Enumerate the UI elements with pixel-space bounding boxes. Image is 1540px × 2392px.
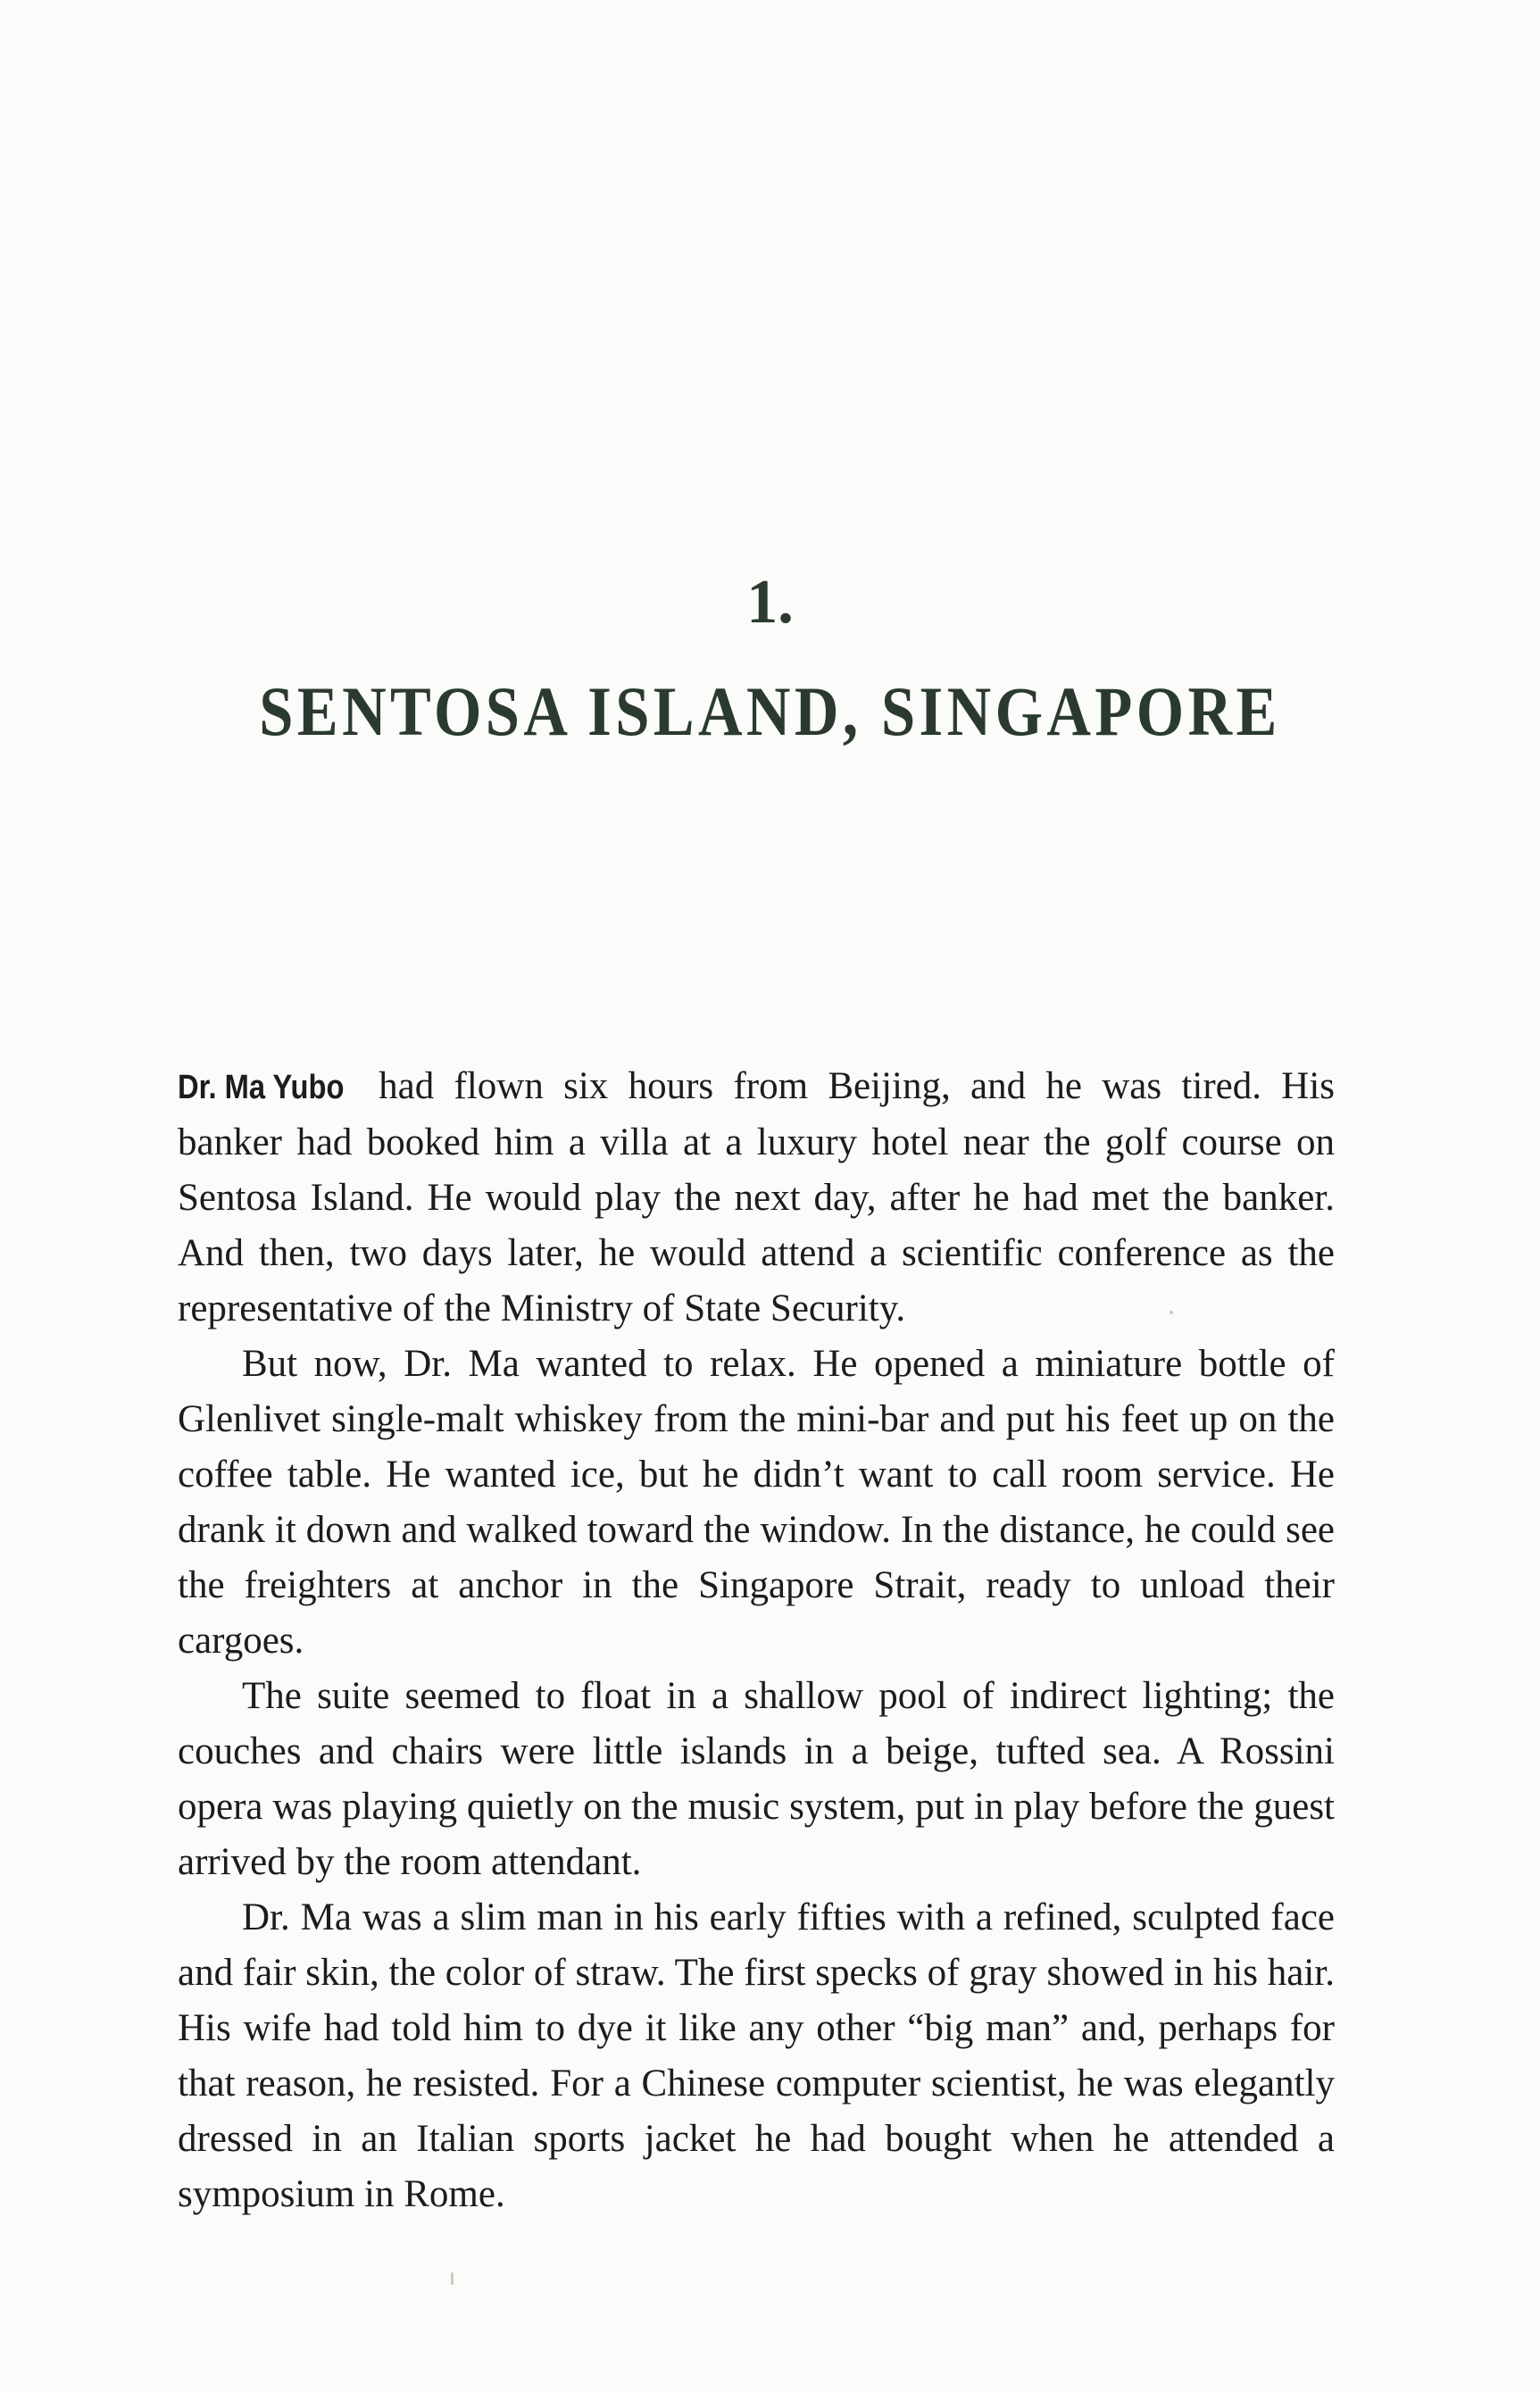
paper-speck [451,2272,454,2285]
chapter-number: 1. [746,568,794,637]
chapter-body [178,1059,1335,2222]
chapter-title: SENTOSA ISLAND, SINGAPORE [259,672,1281,750]
paragraph-1-text: had flown six hours from Beijing, and he was tired. His banker had booked him a villa at a luxury hotel near the golf course on Sentosa Island. He would play the next day, after he had met the banker. And then, two days later, he would attend a scientific conference as the representative of the Ministry of State Security. [178,1065,1336,1329]
paragraph-3: The suite seemed to float in a shallow pool of indirect lighting; the couches and chairs were little islands in a beige, tufted sea. A Rossini opera was playing quietly on the music system, put in play before the guest arrived by the room attendant. [178,1675,1335,1883]
paragraph-4: Dr. Ma was a slim man in his early fifties with a refined, sculpted face and fair skin, the color of straw. The first specks of gray showed in his hair. His wife had told him to dye it like any other “big man” and, perhaps for that reason, he resisted. For a Chinese computer scientist, he was elegantly dressed in an Italian sports jacket he had bought when he attended a symposium in Rome. [178,1896,1335,2215]
lead-in-name: Dr. Ma Yubo [178,1069,345,1106]
paper-speck [1170,1311,1173,1314]
paragraph-2: But now, Dr. Ma wanted to relax. He opened a miniature bottle of Glenlivet single-malt whiskey from the mini-bar and put his feet up on the coffee table. He wanted ice, but he didn’t want to call room service. He drank it down and walked toward the window. In the distance, he could see the freighters at anchor in the Singapore Strait, ready to unload their cargoes. [178,1343,1335,1662]
paragraph-1 [178,1059,1335,1337]
